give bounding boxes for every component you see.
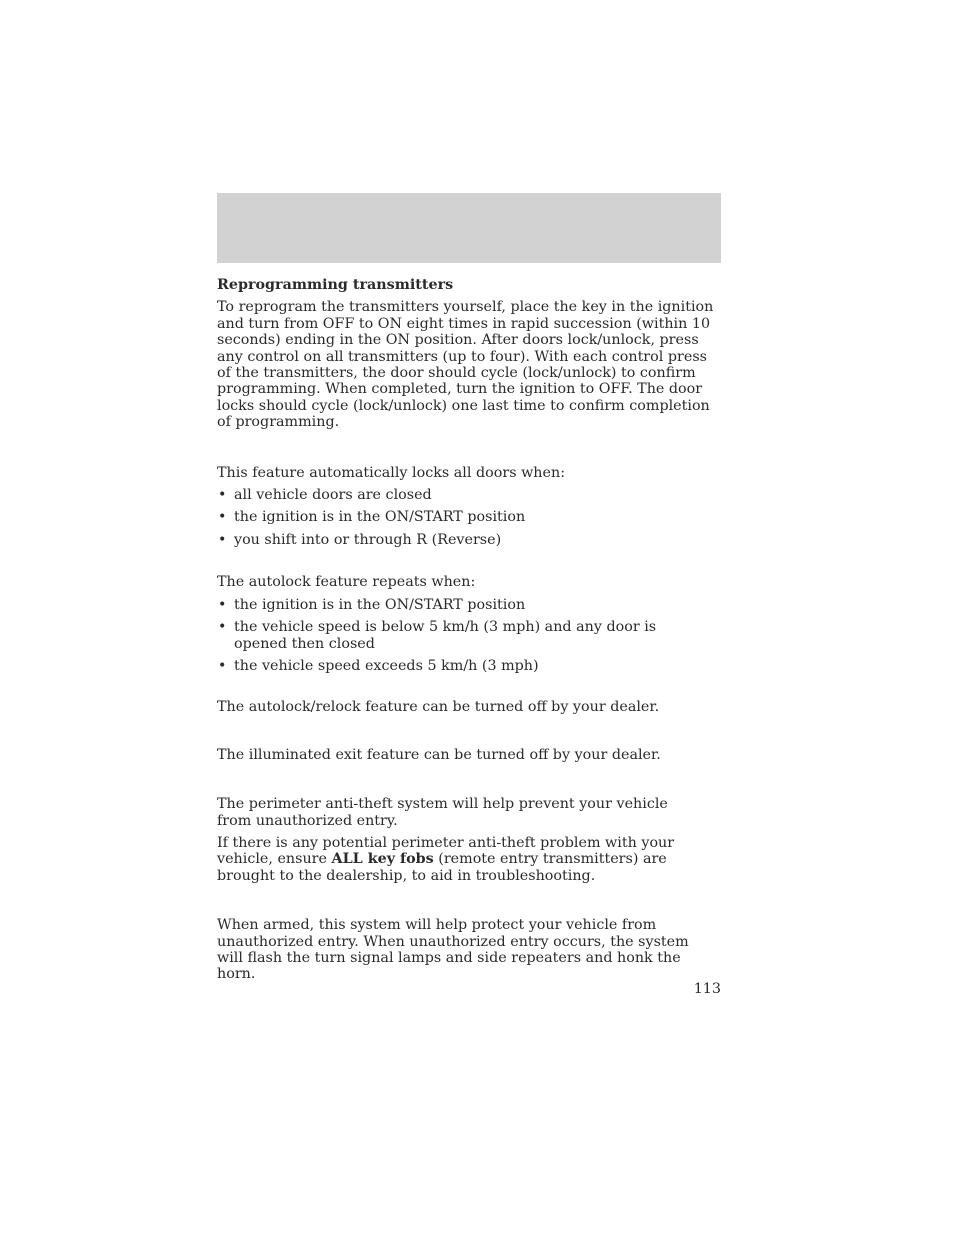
autolock-list [217, 487, 727, 548]
perimeter-troubleshooting: If there is any potential perimeter anti-theft problem with your vehicle, ensure ALL key fobs (remote entry transmitters) are brought to the dealership, to aid in troubleshooting. [217, 834, 675, 884]
page-content [217, 277, 727, 983]
key-fobs-emphasis: ALL key fobs [331, 851, 434, 868]
list-item: • the vehicle speed is below 5 km/h (3 mph) and any door is opened then closed [218, 619, 657, 652]
bullet-icon: • [218, 619, 227, 636]
reprogramming-heading: Reprogramming transmitters [217, 277, 454, 293]
bullet-icon: • [218, 657, 227, 674]
perimeter-intro: The perimeter anti-theft system will help prevent your vehicle from unauthorized entry. [217, 796, 668, 829]
list-item: • you shift into or through R (Reverse) [218, 531, 502, 548]
reprogramming-body: To reprogram the transmitters yourself, place the key in the ignition and turn from OFF to ON eight times in rapid succession (within 10 seconds) ending in the ON position. After doors lock/unlock, press any control on all transmitters (up to four). With each control press of the transmitters, the door should cycle (lock/unlock) to confirm programming. When completed, turn the ignition to OFF. The door locks should cycle (lock/unlock) one last time to confirm completion of programming. [217, 299, 714, 431]
bullet-icon: • [218, 531, 227, 548]
relock-intro: The autolock feature repeats when: [217, 574, 476, 591]
illuminated-exit-note: The illuminated exit feature can be turned off by your dealer. [217, 746, 661, 763]
list-item: • the ignition is in the ON/START position [218, 596, 526, 613]
bullet-icon: • [218, 509, 227, 526]
list-item: • the vehicle speed exceeds 5 km/h (3 mph) [218, 657, 539, 674]
section-header-band [217, 193, 721, 263]
bullet-icon: • [218, 487, 227, 504]
list-item: • the ignition is in the ON/START position [218, 509, 526, 526]
relock-list [217, 597, 727, 675]
autolock-intro: This feature automatically locks all doors when: [217, 464, 566, 481]
page-number: 113 [693, 981, 721, 997]
bullet-icon: • [218, 596, 227, 613]
armed-description: When armed, this system will help protect your vehicle from unauthorized entry. When unauthorized entry occurs, the system will flash the turn signal lamps and side repeaters and honk the horn. [217, 917, 689, 983]
autolock-off-note: The autolock/relock feature can be turned off by your dealer. [217, 699, 660, 716]
list-item: • all vehicle doors are closed [218, 487, 432, 504]
